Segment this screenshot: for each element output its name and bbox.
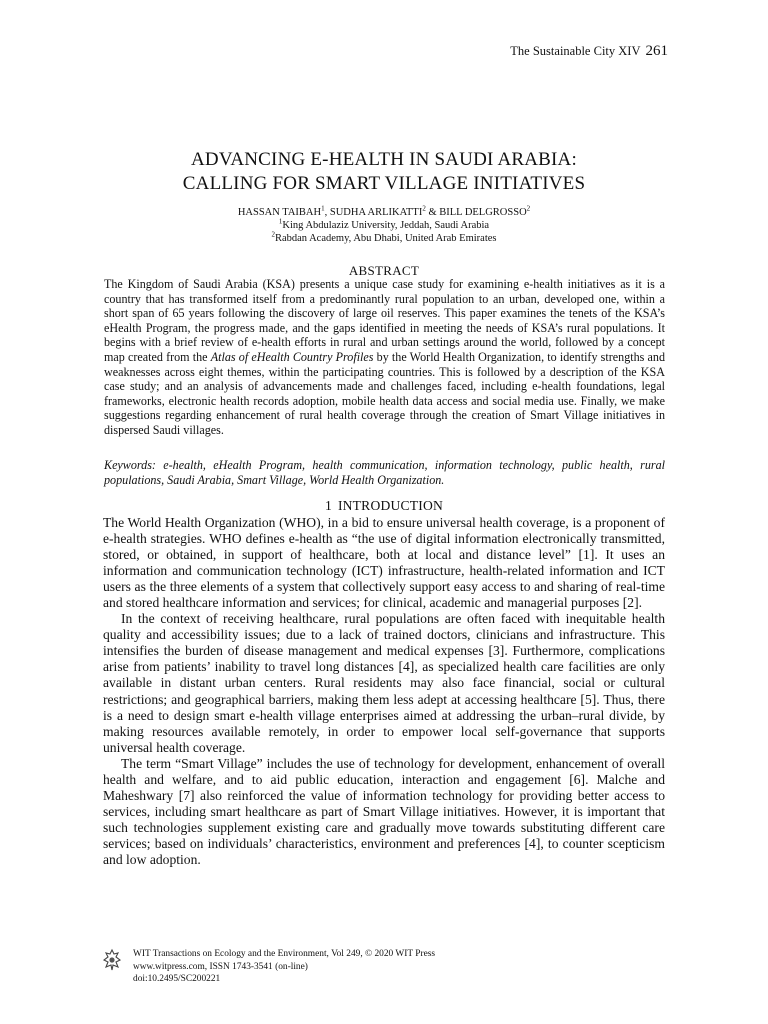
- author-1: HASSAN TAIBAH: [237, 207, 322, 218]
- abstract-cited-title: Atlas of eHealth Country Profiles: [210, 349, 374, 364]
- affiliation-1-mark: 1: [278, 217, 283, 226]
- paragraph: The World Health Organization (WHO), in a bid to ensure universal health coverage, is a proponent of e-health strategies. WHO defines e-health as “the use of digital information electronically transmitted, stored, or obtained, in support of healthcare, both at local and distance level” [1]. It uses an information and communication technology (ICT) infrastructure, health-related information and ICT users as the three elements of a system that collectively support easy access to and sharing of real-time and stored healthcare information and services; for clinical, academic and managerial purposes [2].: [103, 515, 665, 611]
- affiliation-1-text: King Abdulaziz University, Jeddah, Saudi Arabia: [282, 220, 490, 231]
- abstract-heading: ABSTRACT: [348, 263, 420, 278]
- abstract-text: [104, 277, 665, 438]
- section-number: 1: [324, 498, 332, 513]
- page-number: 261: [645, 43, 668, 59]
- footer-doi: doi:10.2495/SC200221: [133, 974, 221, 985]
- affiliation-2: [100, 232, 668, 245]
- section-body: [103, 515, 665, 868]
- section-heading: [100, 498, 668, 514]
- author-list: [100, 206, 668, 219]
- book-title: The Sustainable City XIV: [510, 44, 641, 58]
- author-separator: ,: [324, 207, 330, 218]
- author-2: SUDHA ARLIKATTI: [329, 207, 423, 218]
- paper-title: [100, 148, 668, 196]
- author-3-affiliation-mark: 2: [526, 204, 531, 213]
- author-1-affiliation-mark: 1: [321, 204, 325, 213]
- author-block: [100, 206, 668, 245]
- author-3: BILL DELGROSSO: [439, 207, 527, 218]
- abstract-text-part-1: The Kingdom of Saudi Arabia (KSA) presents a unique case study for examining e-health initiatives as it is a country that has transformed itself from a predominantly rural population to an urban, developed one, within a short span of 65 years following the discovery of large oil reserves. This paper examines the tenets of the KSA’s eHealth Program, the progress made, and the gaps identified in meeting the needs of KSA’s rural populations. It begins with a brief review of e-health efforts in rural and urban settings around the world, followed by a concept map created from the: [104, 277, 665, 364]
- footer-website-issn: www.witpress.com, ISSN 1743-3541 (on-line): [133, 961, 308, 972]
- title-line-1: ADVANCING E-HEALTH IN SAUDI ARABIA:: [191, 149, 577, 170]
- section-title: INTRODUCTION: [337, 498, 444, 513]
- keywords: Keywords: e-health, eHealth Program, health communication, information technology, public health, rural populations, Saudi Arabia, Smart Village, World Health Organization.: [104, 458, 665, 487]
- affiliation-2-mark: 2: [271, 230, 275, 239]
- paragraph: The term “Smart Village” includes the use of technology for development, enhancement of overall health and welfare, and to aid public education, interaction and engagement [6]. Malche and Maheshwary [7] also reinforced the value of information technology for providing better access to services, including smart healthcare as part of Smart Village initiatives. However, it is important that such technologies supplement existing care and gradually move towards substituting different care services; based on individuals’ characteristics, environment and preferences [4], to counter scepticism and low adoption.: [103, 755, 665, 867]
- abstract-text-part-2: by the World Health Organization, to identify strengths and weaknesses across eight themes, within the participating countries. This is followed by a description of the KSA case study; and an analysis of advancements made and challenges faced, including e-health foundations, legal frameworks, electronic health records adoption, mobile health data access and social media use. Finally, we make suggestions regarding enhancement of rural health coverage through the creation of Smart Village initiatives in dispersed Saudi villages.: [104, 349, 665, 437]
- author-2-affiliation-mark: 2: [422, 204, 426, 213]
- page-footer: [133, 948, 553, 986]
- wit-press-logo-icon: [102, 948, 122, 972]
- title-line-2: CALLING FOR SMART VILLAGE INITIATIVES: [182, 173, 586, 194]
- running-head: [510, 43, 668, 60]
- affiliation-1: [100, 219, 668, 232]
- author-separator: &: [425, 207, 440, 218]
- paragraph: In the context of receiving healthcare, rural populations are often faced with inequitable health quality and accessibility issues; due to a lack of trained doctors, clinicians and infrastructure. This intensifies the burden of disease management and medical expenses [3]. Furthermore, complications arise from patients’ inability to travel long distances [4], as specialized health care facilities are only available in distant urban centers. Rural residents may also face financial, social or cultural restrictions; and geographical barriers, making them less adept at accessing healthcare [5]. Thus, there is a need to design smart e-health village enterprises aimed at addressing the urban–rural divide, by making resources available remotely, in order to empower local self-governance that supports universal health coverage.: [103, 611, 665, 755]
- affiliation-2-text: Rabdan Academy, Abu Dhabi, United Arab Emirates: [274, 233, 497, 244]
- footer-publication: WIT Transactions on Ecology and the Environment, Vol 249, © 2020 WIT Press: [133, 949, 436, 959]
